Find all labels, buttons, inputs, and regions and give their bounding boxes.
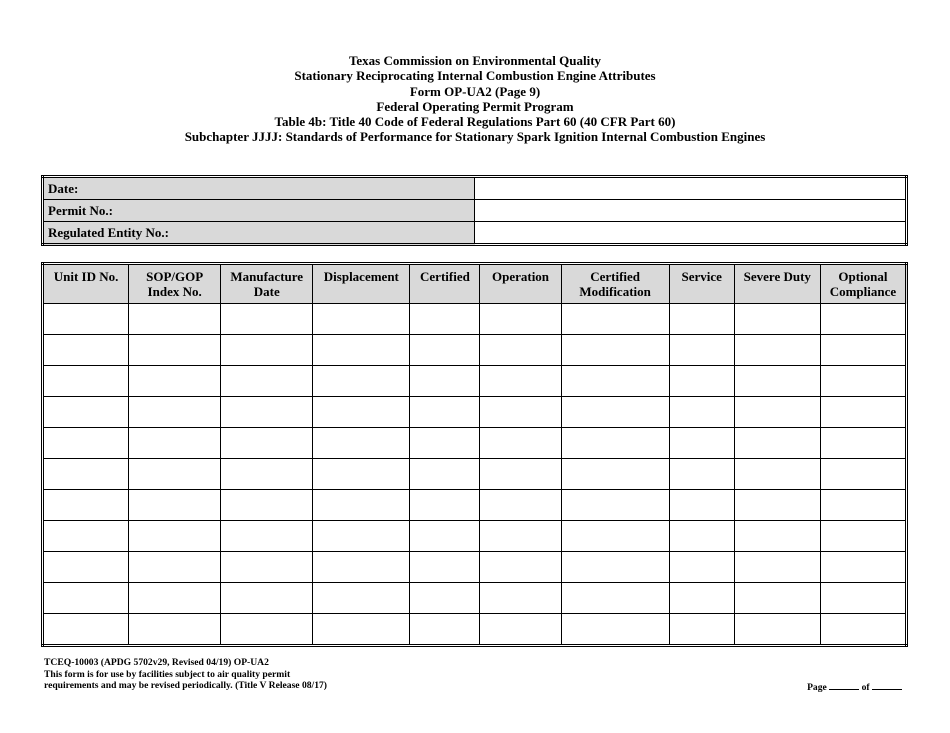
column-header: Severe Duty	[734, 264, 820, 304]
table-cell[interactable]	[561, 335, 669, 366]
table-cell[interactable]	[734, 335, 820, 366]
program-name: Federal Operating Permit Program	[376, 98, 574, 114]
table-cell[interactable]	[410, 614, 480, 646]
table-cell[interactable]	[43, 397, 129, 428]
table-cell[interactable]	[43, 583, 129, 614]
table-cell[interactable]	[480, 583, 561, 614]
table-cell[interactable]	[561, 397, 669, 428]
column-header: Service	[669, 264, 734, 304]
table-cell[interactable]	[669, 552, 734, 583]
form-header	[0, 53, 950, 145]
table-cell[interactable]	[669, 366, 734, 397]
footer-usage-note: This form is for use by facilities subject to air quality permit	[44, 668, 291, 680]
table-cell[interactable]	[313, 521, 410, 552]
table-cell[interactable]	[480, 459, 561, 490]
table-cell[interactable]	[43, 459, 129, 490]
permit-row	[43, 200, 907, 222]
table-cell[interactable]	[410, 397, 480, 428]
column-header: Manufacture Date	[221, 264, 313, 304]
table-cell[interactable]	[480, 614, 561, 646]
form-subject: Stationary Reciprocating Internal Combustion Engine Attributes	[294, 68, 656, 84]
table-cell[interactable]	[480, 335, 561, 366]
table-cell[interactable]	[410, 552, 480, 583]
table-cell[interactable]	[480, 366, 561, 397]
table-cell[interactable]	[221, 366, 313, 397]
table-row	[43, 397, 907, 428]
table-cell[interactable]	[561, 366, 669, 397]
table-cell[interactable]	[669, 397, 734, 428]
footer-revision-note: requirements and may be revised periodically. (Title V Release 08/17)	[44, 680, 328, 691]
table-cell[interactable]	[313, 428, 410, 459]
table-cell[interactable]	[313, 397, 410, 428]
form-id: Form OP-UA2 (Page 9)	[409, 83, 541, 99]
table-cell[interactable]	[669, 614, 734, 646]
table-cell[interactable]	[734, 614, 820, 646]
table-cell[interactable]	[313, 490, 410, 521]
table-cell[interactable]	[43, 428, 129, 459]
table-cell[interactable]	[669, 335, 734, 366]
table-cell[interactable]	[561, 521, 669, 552]
table-row	[43, 459, 907, 490]
table-cell[interactable]	[313, 583, 410, 614]
engine-attributes-table	[41, 262, 908, 647]
table-row	[43, 583, 907, 614]
table-cell[interactable]	[561, 552, 669, 583]
table-cell[interactable]	[734, 428, 820, 459]
table-cell[interactable]	[734, 459, 820, 490]
table-row	[43, 366, 907, 397]
table-cell[interactable]	[820, 614, 906, 646]
table-cell[interactable]	[561, 428, 669, 459]
table-cell[interactable]	[410, 428, 480, 459]
entity-field[interactable]	[475, 222, 907, 245]
table-cell[interactable]	[313, 304, 410, 335]
table-row	[43, 490, 907, 521]
table-cell[interactable]	[561, 304, 669, 335]
table-cell[interactable]	[410, 459, 480, 490]
table-cell[interactable]	[221, 397, 313, 428]
table-cell[interactable]	[313, 459, 410, 490]
permit-label: Permit No.:	[43, 200, 475, 222]
footer-form-id: TCEQ-10003 (APDG 5702v29, Revised 04/19) OP-UA2	[44, 657, 269, 668]
table-cell[interactable]	[669, 521, 734, 552]
date-field[interactable]	[475, 177, 907, 200]
table-cell[interactable]	[734, 552, 820, 583]
column-header: Displacement	[313, 264, 410, 304]
entity-row	[43, 222, 907, 245]
table-cell[interactable]	[480, 490, 561, 521]
table-cell[interactable]	[669, 490, 734, 521]
table-cell[interactable]	[129, 304, 221, 335]
column-header: Certified Modification	[561, 264, 669, 304]
table-cell[interactable]	[221, 459, 313, 490]
table-cell[interactable]	[129, 583, 221, 614]
table-cell[interactable]	[561, 490, 669, 521]
table-cell[interactable]	[43, 304, 129, 335]
table-cell[interactable]	[669, 428, 734, 459]
table-cell[interactable]	[43, 552, 129, 583]
table-cell[interactable]	[129, 397, 221, 428]
subchapter-title: Subchapter JJJJ: Standards of Performance for Stationary Spark Ignition Internal Combustion Engines	[184, 129, 766, 145]
table-cell[interactable]	[561, 614, 669, 646]
table-row	[43, 521, 907, 552]
table-header-row	[43, 264, 907, 304]
column-header: SOP/GOP Index No.	[129, 264, 221, 304]
column-header: Operation	[480, 264, 561, 304]
table-cell[interactable]	[43, 490, 129, 521]
table-cell[interactable]	[480, 397, 561, 428]
table-cell[interactable]	[410, 335, 480, 366]
table-cell[interactable]	[129, 614, 221, 646]
page-number-blank[interactable]	[829, 680, 859, 690]
table-title: Table 4b: Title 40 Code of Federal Regulations Part 60 (40 CFR Part 60)	[274, 114, 676, 130]
column-header: Unit ID No.	[43, 264, 129, 304]
table-cell[interactable]	[820, 490, 906, 521]
column-header: Certified	[410, 264, 480, 304]
table-row	[43, 614, 907, 646]
page-number-field	[807, 680, 902, 693]
table-cell[interactable]	[734, 490, 820, 521]
table-cell[interactable]	[129, 335, 221, 366]
table-cell[interactable]	[820, 304, 906, 335]
column-header: Optional Compliance	[820, 264, 906, 304]
table-cell[interactable]	[313, 552, 410, 583]
permit-field[interactable]	[475, 200, 907, 222]
table-cell[interactable]	[734, 366, 820, 397]
table-cell[interactable]	[129, 366, 221, 397]
table-cell[interactable]	[669, 583, 734, 614]
table-cell[interactable]	[410, 521, 480, 552]
table-cell[interactable]	[221, 521, 313, 552]
table-cell[interactable]	[410, 583, 480, 614]
table-cell[interactable]	[820, 521, 906, 552]
table-cell[interactable]	[43, 335, 129, 366]
table-cell[interactable]	[480, 428, 561, 459]
table-cell[interactable]	[734, 304, 820, 335]
table-cell[interactable]	[410, 304, 480, 335]
table-cell[interactable]	[734, 583, 820, 614]
table-cell[interactable]	[480, 552, 561, 583]
table-cell[interactable]	[43, 366, 129, 397]
table-cell[interactable]	[221, 428, 313, 459]
table-row	[43, 335, 907, 366]
table-cell[interactable]	[129, 521, 221, 552]
entity-label: Regulated Entity No.:	[43, 222, 475, 245]
table-row	[43, 552, 907, 583]
table-cell[interactable]	[561, 583, 669, 614]
table-cell[interactable]	[221, 490, 313, 521]
table-cell[interactable]	[129, 459, 221, 490]
table-cell[interactable]	[129, 552, 221, 583]
table-cell[interactable]	[313, 614, 410, 646]
table-cell[interactable]	[221, 583, 313, 614]
form-footer	[44, 657, 384, 692]
table-cell[interactable]	[129, 490, 221, 521]
table-cell[interactable]	[480, 304, 561, 335]
table-cell[interactable]	[313, 335, 410, 366]
table-body	[43, 304, 907, 646]
table-cell[interactable]	[820, 366, 906, 397]
table-cell[interactable]	[43, 521, 129, 552]
table-cell[interactable]	[734, 397, 820, 428]
table-cell[interactable]	[221, 304, 313, 335]
table-cell[interactable]	[820, 428, 906, 459]
table-cell[interactable]	[221, 614, 313, 646]
date-label: Date:	[43, 177, 475, 200]
table-cell[interactable]	[820, 583, 906, 614]
table-cell[interactable]	[820, 552, 906, 583]
table-cell[interactable]	[480, 521, 561, 552]
table-cell[interactable]	[43, 614, 129, 646]
table-cell[interactable]	[410, 490, 480, 521]
table-cell[interactable]	[313, 366, 410, 397]
permit-info-table	[41, 175, 908, 246]
table-cell[interactable]	[221, 335, 313, 366]
table-cell[interactable]	[129, 428, 221, 459]
table-cell[interactable]	[820, 335, 906, 366]
table-cell[interactable]	[221, 552, 313, 583]
table-cell[interactable]	[820, 459, 906, 490]
agency-title: Texas Commission on Environmental Quality	[348, 53, 602, 68]
date-row	[43, 177, 907, 200]
page-label: Page	[807, 682, 827, 693]
page-total-blank[interactable]	[872, 680, 902, 690]
table-row	[43, 304, 907, 335]
table-cell[interactable]	[669, 459, 734, 490]
table-cell[interactable]	[561, 459, 669, 490]
table-cell[interactable]	[410, 366, 480, 397]
table-cell[interactable]	[820, 397, 906, 428]
table-cell[interactable]	[734, 521, 820, 552]
table-cell[interactable]	[669, 304, 734, 335]
table-row	[43, 428, 907, 459]
of-label: of	[861, 682, 870, 693]
